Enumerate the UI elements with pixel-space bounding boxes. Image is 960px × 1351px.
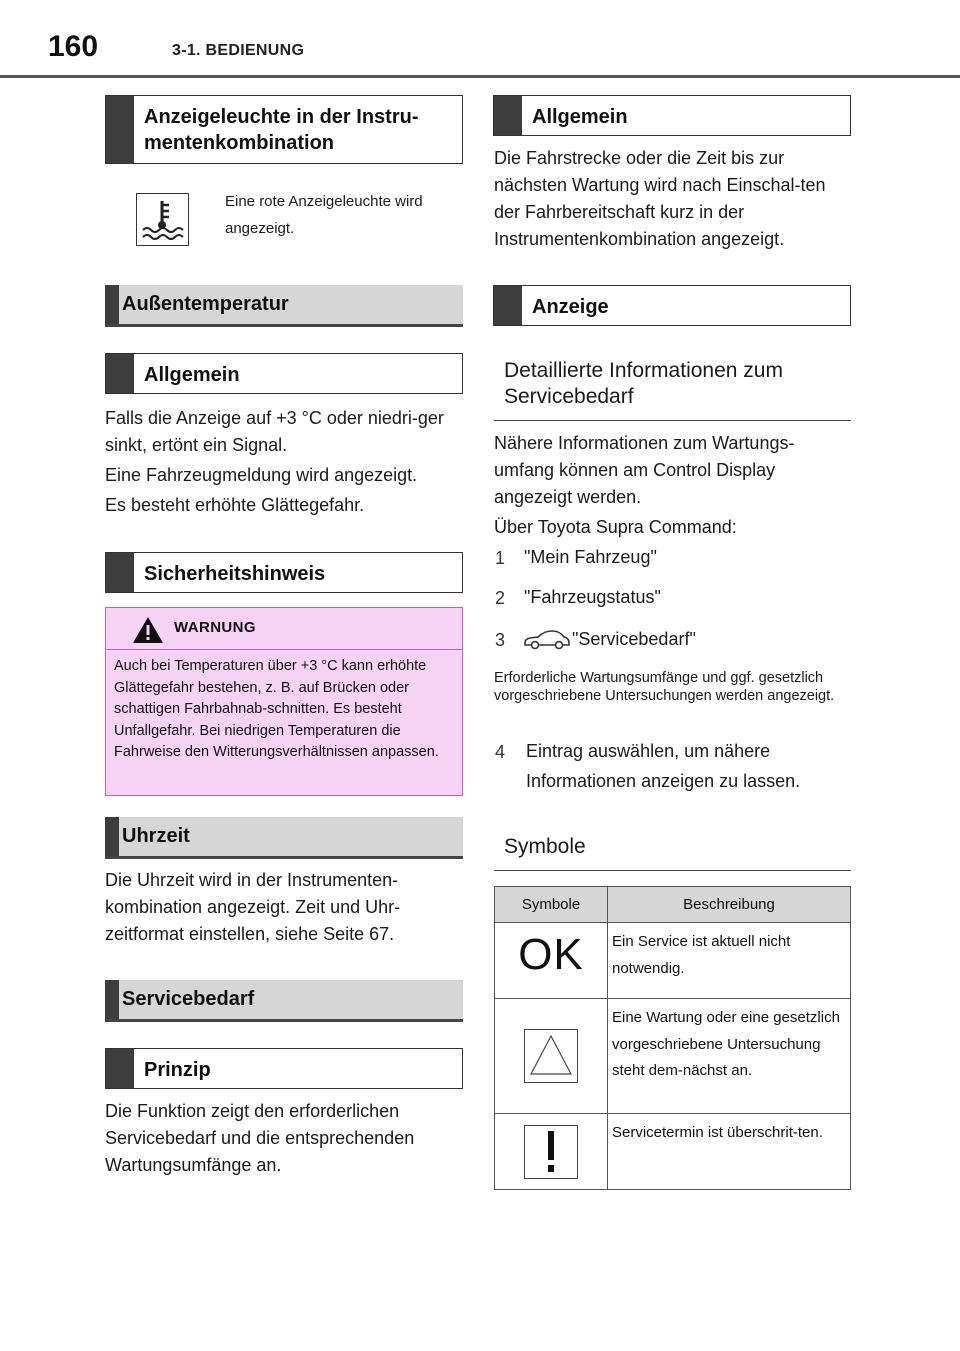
heading-anzeigeleuchte [105, 95, 463, 164]
heading-sicherheitshinweis-text: Sicherheitshinweis [144, 563, 326, 585]
section-aussentemperatur-title: Außentemperatur [122, 293, 289, 315]
section-servicebedarf [105, 980, 463, 1022]
service-note: Erforderliche Wartungsumfänge und ggf. gesetzlich vorgeschriebene Untersuchungen werden angezeigt. [494, 670, 835, 704]
coolant-temperature-icon [136, 193, 189, 246]
heading-allgemein-right [493, 95, 851, 136]
page-header [0, 0, 960, 78]
section-aussentemperatur [105, 285, 463, 327]
section-uhrzeit [105, 817, 463, 859]
step-4-number: 4 [495, 742, 506, 762]
heading-anzeige-text: Anzeige [532, 296, 609, 318]
table-cell-desc: Eine Wartung oder eine gesetzlich vorgeschriebene Untersuchung steht dem-nächst an. [608, 999, 851, 1114]
paragraph-command: Über Toyota Supra Command: [494, 517, 737, 537]
step-1-number: 1 [495, 548, 506, 568]
section-servicebedarf-title: Servicebedarf [122, 988, 255, 1010]
subheading-symbole: Symbole [494, 834, 851, 871]
heading-sicherheitshinweis [105, 552, 463, 593]
warning-box [105, 607, 463, 796]
heading-allgemein-right-text: Allgemein [532, 106, 628, 128]
heading-prinzip-text: Prinzip [144, 1059, 211, 1081]
step-3-text: "Servicebedarf" [572, 629, 696, 649]
warning-header [106, 608, 462, 650]
table-header-symbole: Symbole [495, 887, 608, 923]
paragraph-aussen-2: Eine Fahrzeugmeldung wird angezeigt. [105, 465, 418, 485]
heading-anzeigeleuchte-text: Anzeigeleuchte in der Instru-mentenkombination [144, 106, 419, 154]
subheading-detail: Detaillierte Informationen zum Servicebedarf [494, 358, 851, 421]
paragraph-uhrzeit: Die Uhrzeit wird in der Instrumenten-kombination angezeigt. Zeit und Uhr-zeitformat einstellen, siehe Seite 67. [105, 870, 401, 944]
table-row [495, 1114, 851, 1190]
indicator-description: Eine rote Anzeigeleuchte wird angezeigt. [225, 193, 423, 237]
step-2-number: 2 [495, 588, 506, 608]
table-row [495, 999, 851, 1114]
table-header-row [495, 887, 851, 923]
ok-icon [495, 923, 608, 999]
paragraph-aussen-3: Es besteht erhöhte Glättegefahr. [105, 495, 365, 515]
table-cell-desc: Servicetermin ist überschrit-ten. [608, 1114, 851, 1190]
heading-prinzip [105, 1048, 463, 1089]
table-header-beschreibung: Beschreibung [608, 887, 851, 923]
heading-anzeige [493, 285, 851, 326]
warning-text: Auch bei Temperaturen über +3 °C kann erhöhte Glättegefahr bestehen, z. B. auf Brücken oder schattigen Fahrbahnab-schnitten. Es besteht Unfallgefahr. Bei niedrigen Temperaturen die Fahrweise den Witterungsverhältnissen anpassen. [114, 658, 439, 760]
symbol-table [494, 886, 851, 1190]
car-icon [522, 626, 572, 652]
chapter-title: 3-1. BEDIENUNG [172, 42, 305, 59]
step-2-text: "Fahrzeugstatus" [524, 587, 661, 607]
step-3-number: 3 [495, 630, 506, 650]
step-4-text: Eintrag auswählen, um nähere Informationen anzeigen zu lassen. [526, 741, 801, 791]
heading-allgemein-left-text: Allgemein [144, 364, 240, 386]
warning-title: WARNUNG [174, 619, 256, 636]
exclamation-icon [495, 1114, 608, 1190]
paragraph-allgemein-right: Die Fahrstrecke oder die Zeit bis zur nächsten Wartung wird nach Einschal-ten der Fahrbereitschaft kurz in der Instrumentenkombination angezeigt. [494, 148, 826, 249]
triangle-icon [495, 999, 608, 1114]
heading-allgemein-left [105, 353, 463, 394]
paragraph-aussen-1: Falls die Anzeige auf +3 °C oder niedri-ger sinkt, ertönt ein Signal. [105, 408, 444, 455]
table-cell-desc: Ein Service ist aktuell nicht notwendig. [608, 923, 851, 999]
paragraph-prinzip: Die Funktion zeigt den erforderlichen Servicebedarf und die entsprechenden Wartungsumfänge an. [105, 1101, 415, 1175]
table-row [495, 923, 851, 999]
warning-icon [132, 616, 164, 644]
step-1-text: "Mein Fahrzeug" [524, 547, 657, 567]
paragraph-detail: Nähere Informationen zum Wartungs-umfang können am Control Display angezeigt werden. [494, 433, 795, 507]
section-uhrzeit-title: Uhrzeit [122, 825, 190, 847]
ok-symbol-text: OK [518, 930, 584, 980]
page-number: 160 [48, 30, 99, 63]
